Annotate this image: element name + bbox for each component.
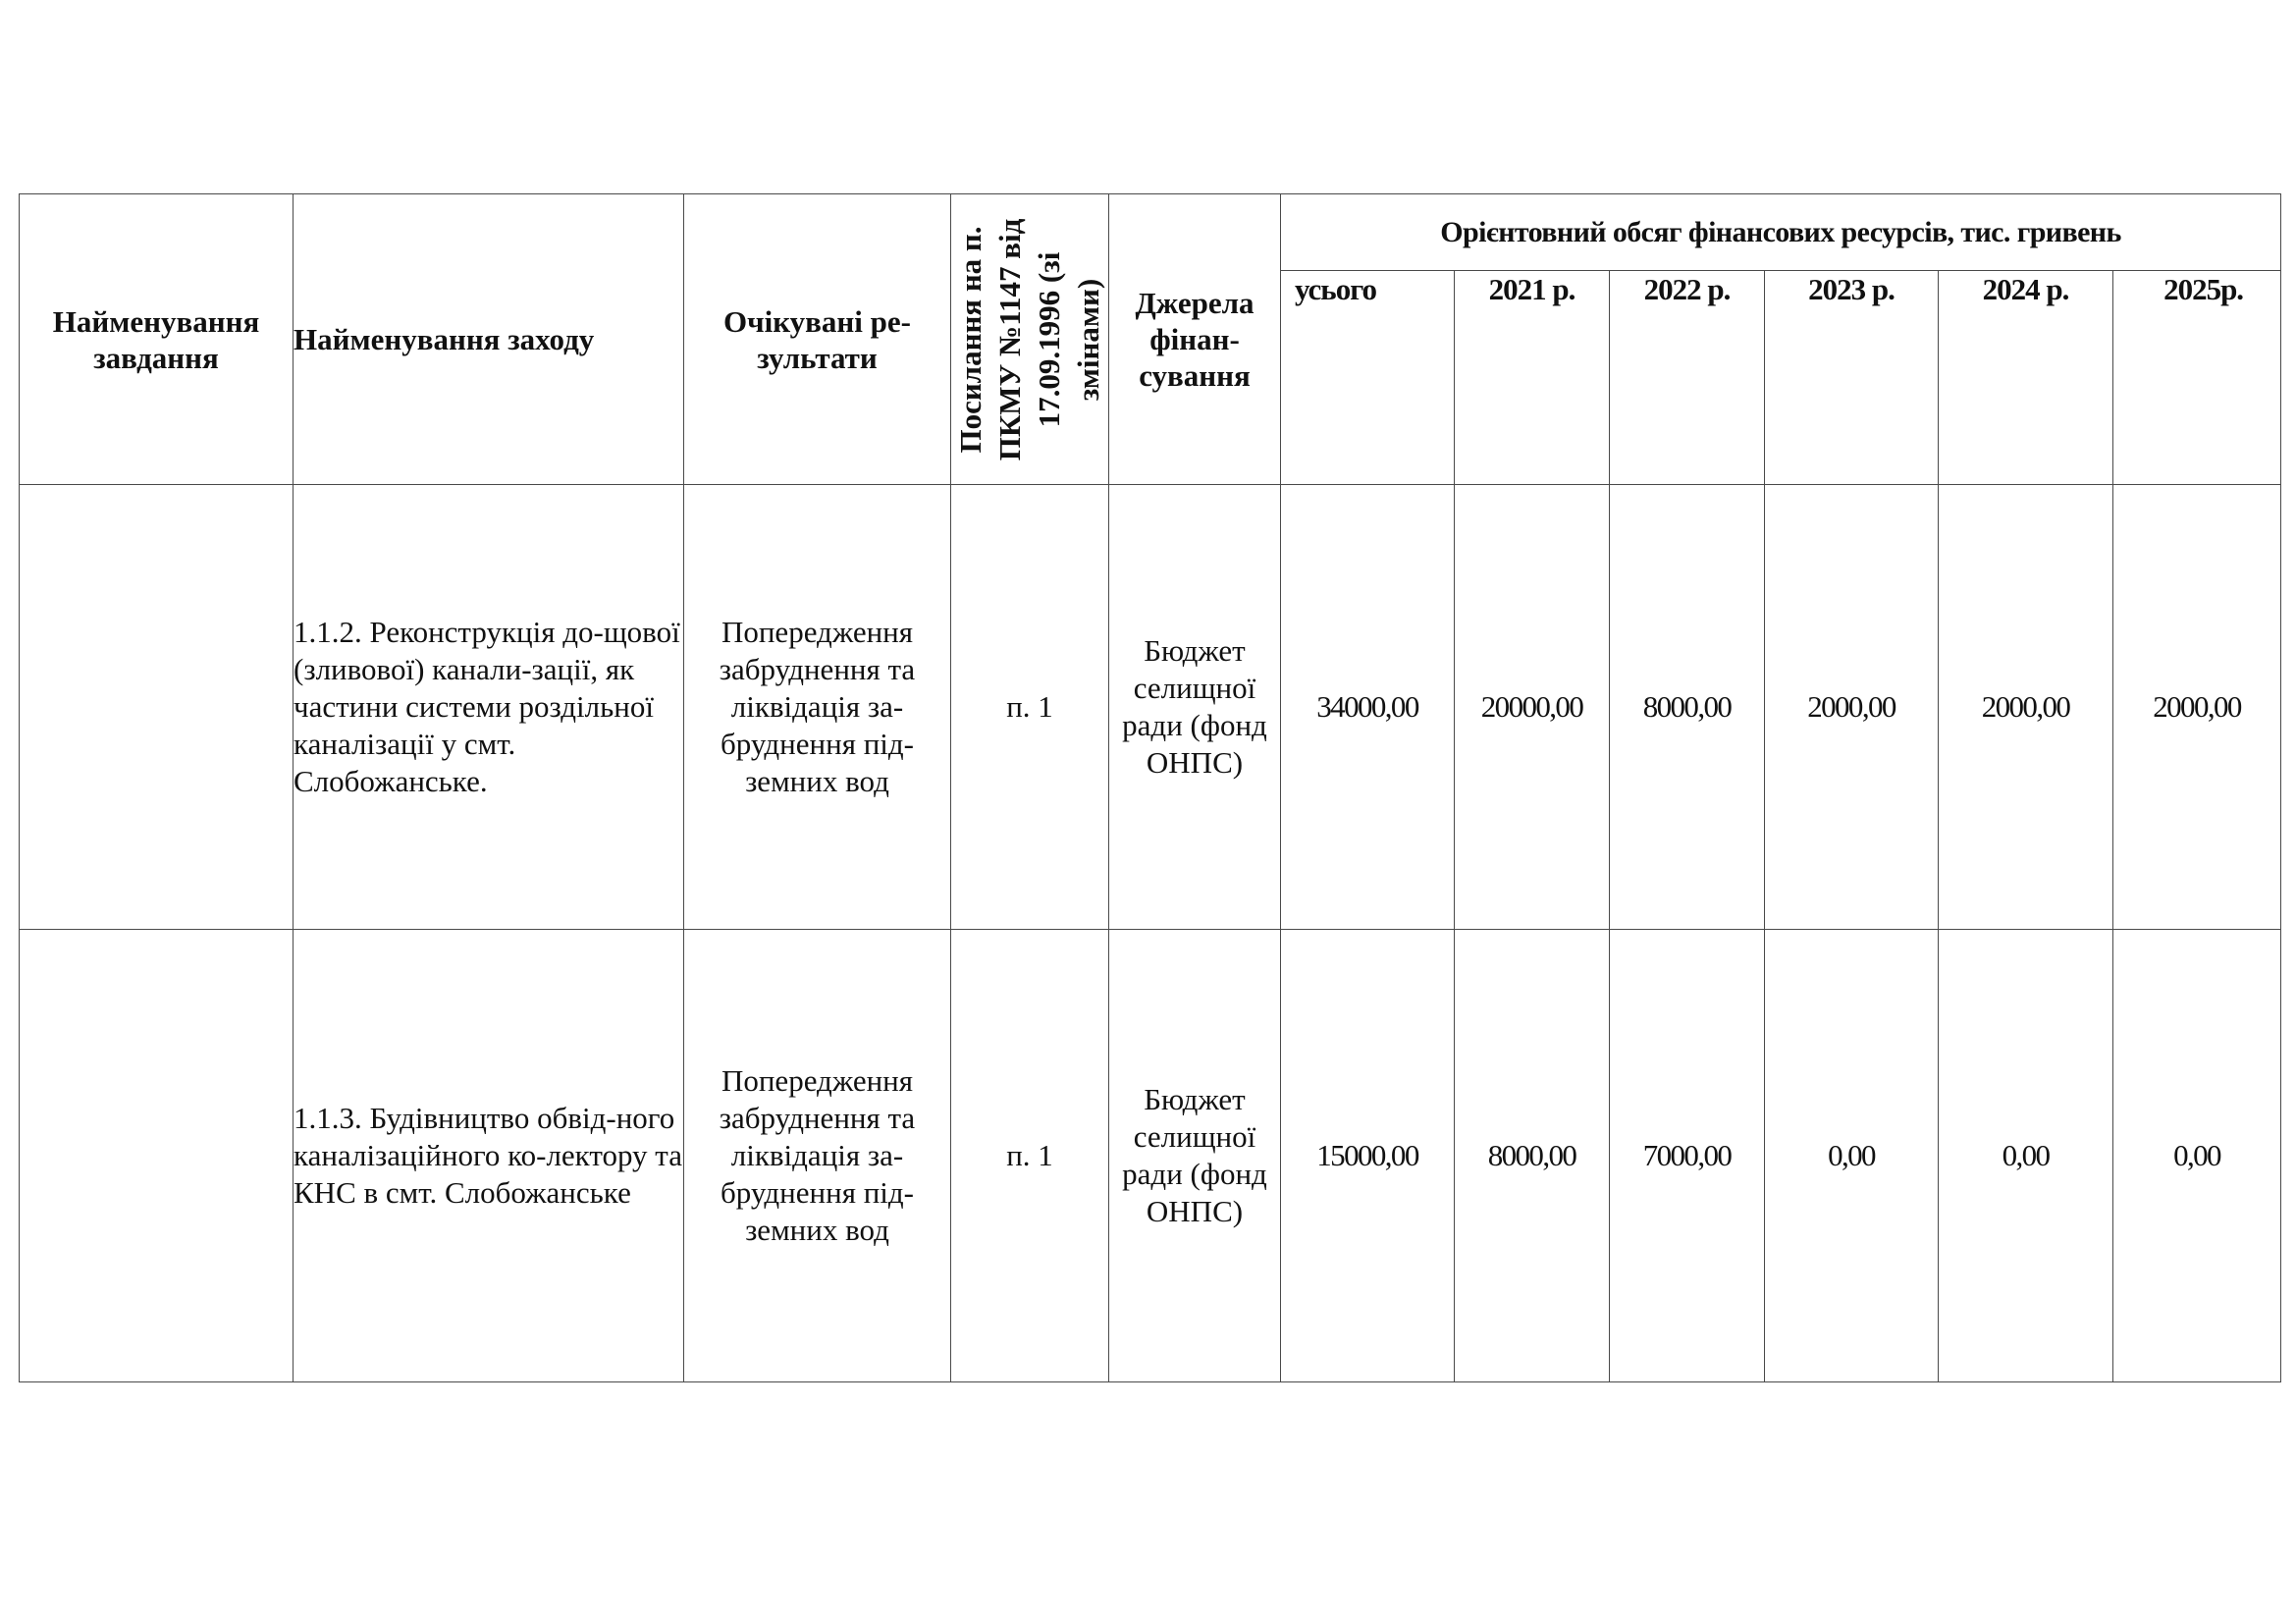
header-financial-resources: Орієнтовний обсяг фінансових ресурсів, тис. гривень xyxy=(1281,194,2281,271)
measure-cell: 1.1.3. Будівництво обвід-ного каналізаційного ко-лектору та КНС в смт. Слобожанське xyxy=(294,930,684,1382)
result-cell: Попередження забруднення та ліквідація за-бруднення під-земних вод xyxy=(684,485,951,930)
table-row xyxy=(20,485,2281,930)
header-task-name: Найменування завдання xyxy=(20,194,294,485)
task-cell xyxy=(20,485,294,930)
source-cell: Бюджет селищної ради (фонд ОНПС) xyxy=(1109,930,1281,1382)
table-row xyxy=(20,930,2281,1382)
amount-total-cell: 15000,00 xyxy=(1281,930,1455,1382)
amount-2022-cell: 8000,00 xyxy=(1610,485,1765,930)
result-cell: Попередження забруднення та ліквідація за-бруднення під-земних вод xyxy=(684,930,951,1382)
amount-2023-cell: 2000,00 xyxy=(1765,485,1939,930)
amount-2024-cell: 2000,00 xyxy=(1939,485,2113,930)
header-year-2023: 2023 р. xyxy=(1765,271,1939,485)
reference-cell: п. 1 xyxy=(951,930,1109,1382)
header-year-2021: 2021 р. xyxy=(1455,271,1610,485)
source-cell: Бюджет селищної ради (фонд ОНПС) xyxy=(1109,485,1281,930)
header-measure-name: Найменування заходу xyxy=(294,194,684,485)
task-cell xyxy=(20,930,294,1382)
header-funding-sources: Джерела фінан-сування xyxy=(1109,194,1281,485)
amount-2021-cell: 20000,00 xyxy=(1455,485,1610,930)
amount-2025-cell: 2000,00 xyxy=(2113,485,2281,930)
financing-table xyxy=(19,193,2281,1382)
header-year-2025: 2025р. xyxy=(2113,271,2281,485)
measure-cell: 1.1.2. Реконструкція до-щової (зливової) канали-зації, як частини системи роздільної каналізації у смт. Слобожанське. xyxy=(294,485,684,930)
header-year-2024: 2024 р. xyxy=(1939,271,2113,485)
amount-total-cell: 34000,00 xyxy=(1281,485,1455,930)
amount-2023-cell: 0,00 xyxy=(1765,930,1939,1382)
header-row-top xyxy=(20,194,2281,271)
reference-cell: п. 1 xyxy=(951,485,1109,930)
amount-2021-cell: 8000,00 xyxy=(1455,930,1610,1382)
amount-2022-cell: 7000,00 xyxy=(1610,930,1765,1382)
header-year-2022: 2022 р. xyxy=(1610,271,1765,485)
amount-2025-cell: 0,00 xyxy=(2113,930,2281,1382)
amount-2024-cell: 0,00 xyxy=(1939,930,2113,1382)
header-expected-results: Очікувані ре-зультати xyxy=(684,194,951,485)
header-reference: Посилання на п. ПКМУ №1147 від 17.09.1996 (зі змінами) xyxy=(953,218,1105,460)
header-reference-cell xyxy=(951,194,1109,485)
header-year-total: усього xyxy=(1281,271,1455,485)
